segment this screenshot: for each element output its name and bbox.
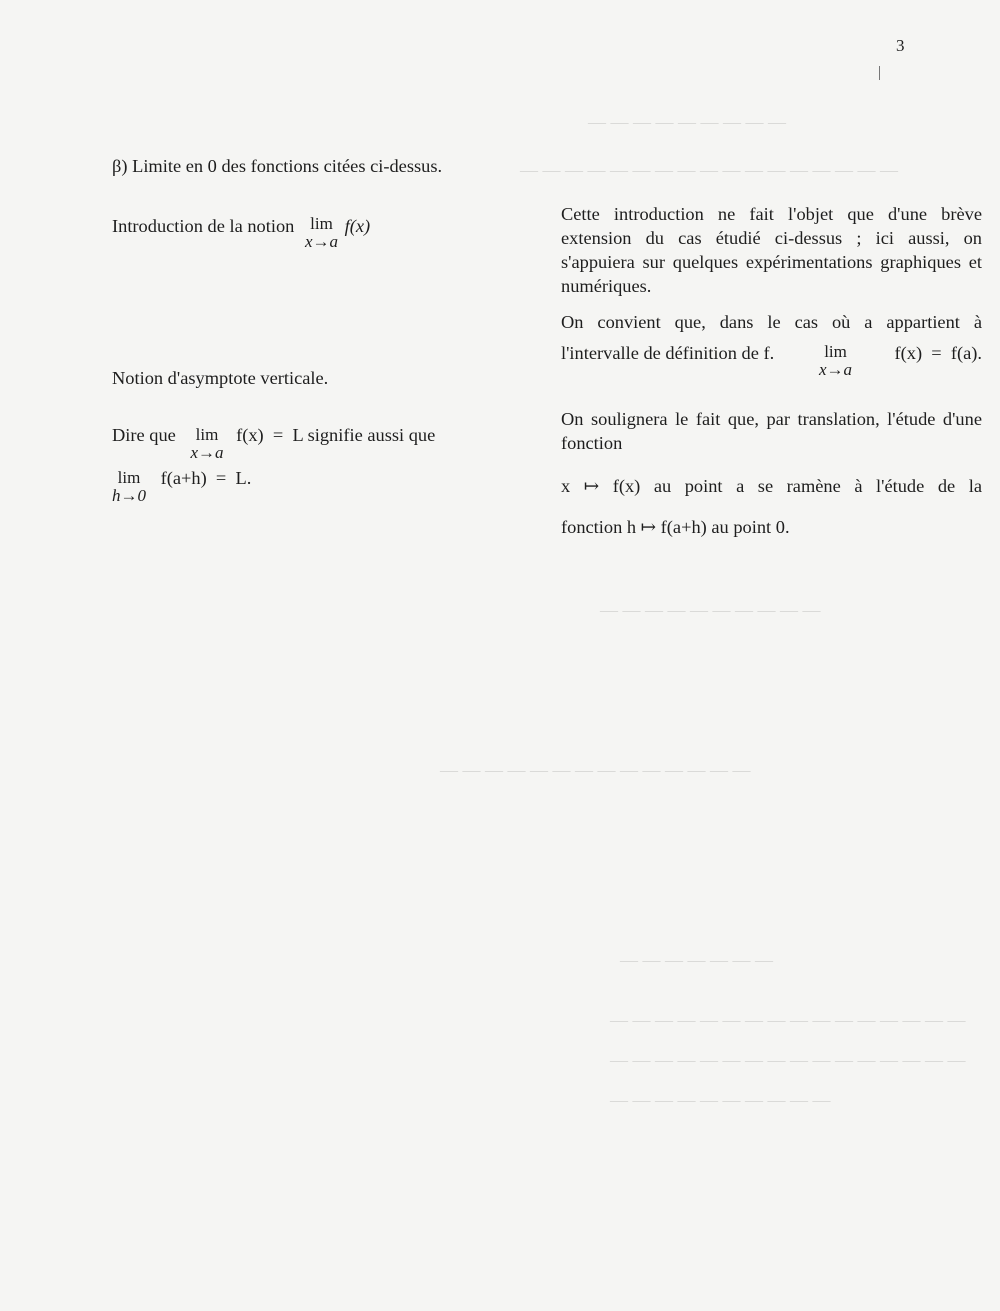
translation-line-x xyxy=(561,474,982,498)
lim-word: lim xyxy=(310,214,333,233)
convention-prefix: l'intervalle de définition de f. xyxy=(561,343,775,363)
limit-operator xyxy=(112,469,146,504)
limit-operator xyxy=(305,215,338,250)
dire-que-line xyxy=(112,425,435,460)
intro-prefix: Introduction de la notion xyxy=(112,216,295,236)
paragraph-convention xyxy=(561,310,982,387)
limit-notion-line xyxy=(112,216,370,251)
lim-subscript: h→0 xyxy=(112,486,146,505)
convention-suffix: f(x) = f(a). xyxy=(894,343,982,363)
limit-function: f(x) xyxy=(344,216,371,236)
limit-operator xyxy=(819,343,852,378)
convention-line-1: On convient que, dans le cas où a appartient à xyxy=(561,312,982,332)
convention-line-2 xyxy=(561,341,982,387)
margin-mark xyxy=(879,66,880,80)
limit-operator xyxy=(190,426,223,461)
paragraph-translation: On soulignera le fait que, par translation, l'étude d'une fonction xyxy=(561,409,982,453)
paragraph-introduction: Cette introduction ne fait l'objet que d'une brève extension du cas étudié ci-dessus ; ici aussi, on s'appuiera sur quelques expérimentations graphiques et numériques. xyxy=(561,204,982,296)
lim-word: lim xyxy=(824,342,847,361)
h-limit-line xyxy=(112,468,251,503)
page-number: 3 xyxy=(896,36,905,55)
lim-subscript: x→a xyxy=(304,232,338,251)
h-limit-expression: f(a+h) = L. xyxy=(160,468,252,488)
lim-word: lim xyxy=(195,425,219,444)
section-heading: β) Limite en 0 des fonctions citées ci-dessus. xyxy=(112,156,443,176)
translation-text-x: x ↦ f(x) au point a se ramène à l'étude de la xyxy=(561,476,982,496)
lim-subscript: x→a xyxy=(819,360,853,379)
dire-suffix: f(x) = L signifie aussi que xyxy=(236,425,436,445)
lim-word: lim xyxy=(117,468,141,487)
vertical-asymptote-note: Notion d'asymptote verticale. xyxy=(112,368,329,388)
translation-line-h: fonction h ↦ f(a+h) au point 0. xyxy=(561,517,790,537)
dire-prefix: Dire que xyxy=(112,425,176,445)
lim-subscript: x→a xyxy=(190,443,224,462)
